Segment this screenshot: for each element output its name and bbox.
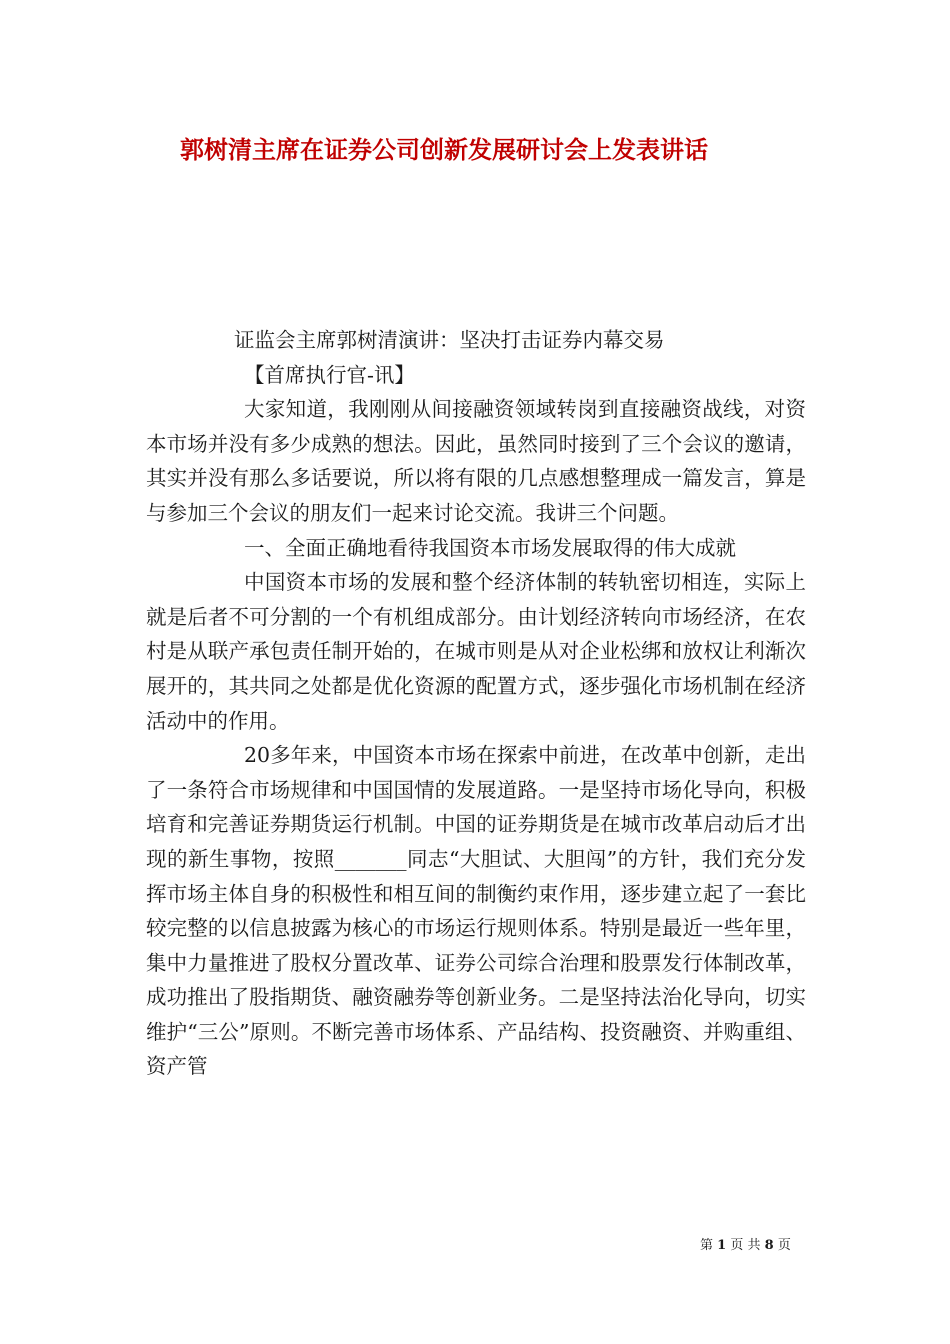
document-subtitle: 证监会主席郭树清演讲：坚决打击证券内幕交易 — [234, 328, 665, 352]
footer-prefix: 第 — [700, 1238, 714, 1253]
document-body — [146, 323, 806, 1084]
footer-suffix: 页 — [777, 1238, 791, 1253]
footer-page-number: 1 — [717, 1238, 727, 1253]
news-source: 【首席执行官-讯】 — [244, 362, 415, 387]
paragraph-reform: 中国资本市场的发展和整个经济体制的转轨密切相连，实际上就是后者不可分割的一个有机组成部分。由计划经济转向市场经济，在农村是从联产承包责任制开始的，在城市则是从对企业松绑和放权让利渐次展开的，其共同之处都是优化资源的配置方式，逐步强化市场机制在经济活动中的作用。 — [146, 570, 806, 733]
section-heading-1: 一、全面正确地看待我国资本市场发展取得的伟大成就 — [244, 535, 736, 560]
paragraph-intro: 大家知道，我刚刚从间接融资领域转岗到直接融资战线，对资本市场并没有多少成熟的想法。因此，虽然同时接到了三个会议的邀请，其实并没有那么多话要说，所以将有限的几点感想整理成一篇发言，算是与参加三个会议的朋友们一起来讨论交流。我讲三个问题。 — [146, 397, 806, 525]
paragraph-achievements: 20多年来，中国资本市场在探索中前进，在改革中创新，走出了一条符合市场规律和中国国情的发展道路。一是坚持市场化导向，积极培育和完善证券期货运行机制。中国的证券期货是在城市改革启动后才出现的新生事物，按照_______同志“大胆试、大胆闯”的方针，我们充分发挥市场主体自身的积极性和相互间的制衡约束作用，逐步建立起了一套比较完整的以信息披露为核心的市场运行规则体系。特别是最近一些年里，集中力量推进了股权分置改革、证券公司综合治理和股票发行体制改革，成功推出了股指期货、融资融券等创新业务。二是坚持法治化导向，切实维护“三公”原则。不断完善市场体系、产品结构、投资融资、并购重组、资产管 — [146, 743, 806, 1079]
page-footer — [700, 1234, 791, 1253]
footer-middle: 页 共 — [730, 1238, 761, 1253]
document-title: 郭树清主席在证券公司创新发展研讨会上发表讲话 — [180, 135, 708, 164]
footer-total-pages: 8 — [764, 1238, 774, 1253]
